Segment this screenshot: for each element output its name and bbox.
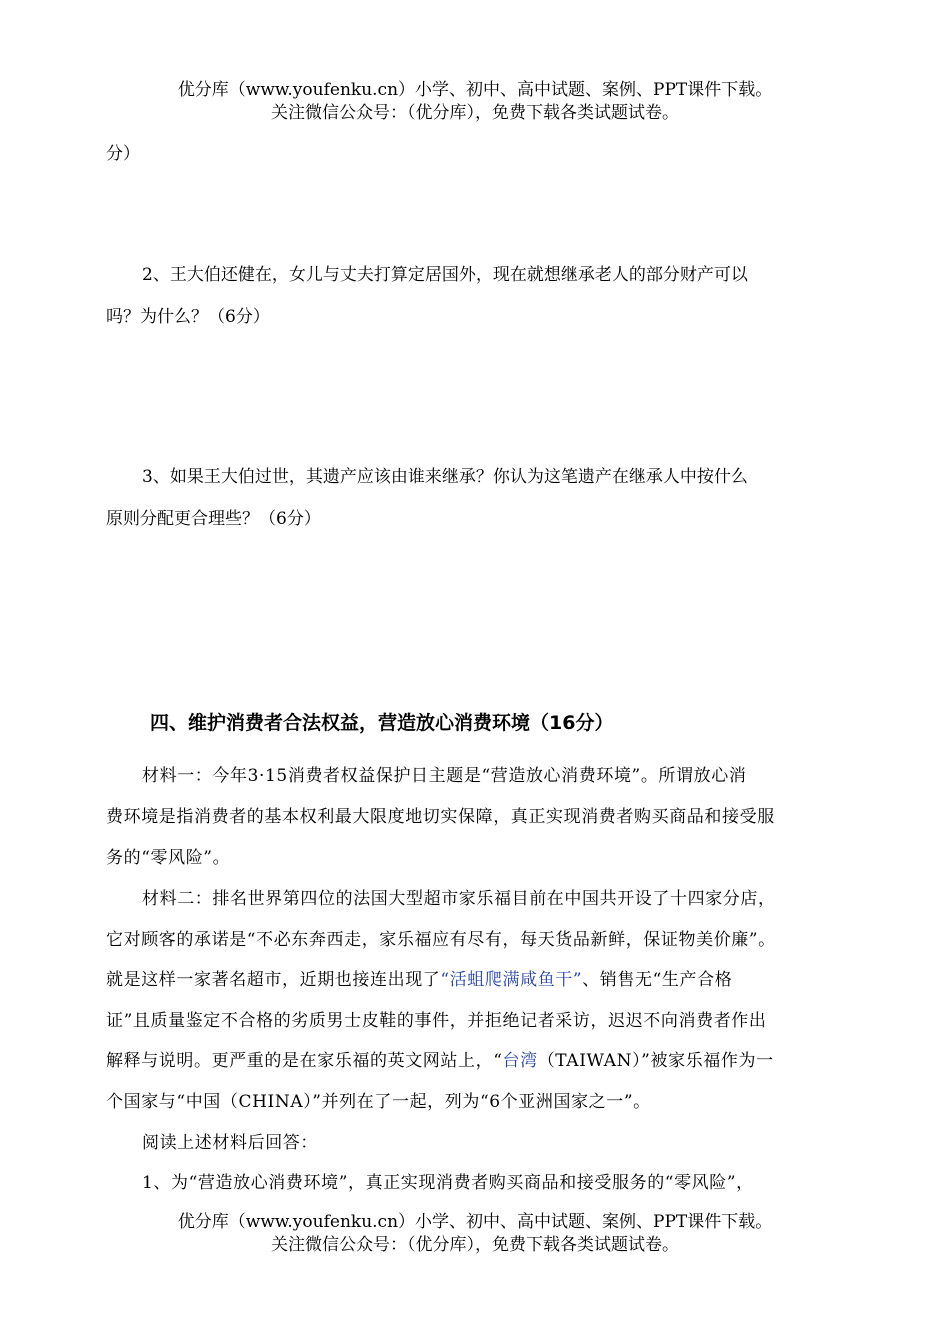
material-1-line-1: 材料一：今年3·15消费者权益保护日主题是“营造放心消费环境”。所谓放心消: [142, 766, 747, 786]
material-2-line-5-quote: “: [493, 1051, 503, 1071]
header-line-1: 优分库（www.youfenku.cn）小学、初中、高中试题、案例、PPT课件下载。: [177, 80, 773, 100]
section-4-question-1: 1、为“营造放心消费环境”，真正实现消费者购买商品和接受服务的“零风险”，: [142, 1173, 754, 1193]
material-2-line-2: 它对顾客的承诺是“不必东奔西走，家乐福应有尽有，每天货品新鲜，保证物美价廉”。: [106, 930, 776, 950]
salted-fish-link[interactable]: “活蛆爬满咸鱼干”: [440, 970, 583, 990]
material-1-line-3: 务的“零风险”。: [106, 848, 231, 868]
question-3-line-1: 3、如果王大伯过世，其遗产应该由谁来继承？你认为这笔遗产在继承人中按什么: [142, 467, 748, 487]
material-2-line-5-end: （TAIWAN）”被家乐福作为一: [537, 1051, 774, 1071]
material-2-line-3-start: 就是这样一家著名超市，近期也接连出现了: [106, 970, 441, 990]
question-2-line-2: 吗？为什么？（6分）: [106, 307, 270, 327]
question-2-line-1: 2、王大伯还健在，女儿与丈夫打算定居国外，现在就想继承老人的部分财产可以: [142, 265, 748, 285]
section-4-title: 四、维护消费者合法权益，营造放心消费环境（16分）: [150, 712, 614, 734]
footer-line-1: 优分库（www.youfenku.cn）小学、初中、高中试题、案例、PPT课件下载。: [177, 1212, 773, 1232]
material-2-line-1: 材料二：排名世界第四位的法国大型超市家乐福目前在中国共开设了十四家分店，: [142, 889, 776, 909]
footer-line-2: 关注微信公众号：（优分库），免费下载各类试题试卷。: [271, 1235, 679, 1255]
header-line-2: 关注微信公众号：（优分库），免费下载各类试题试卷。: [271, 103, 679, 123]
material-2-line-3-end: 、销售无“生产合格: [582, 970, 733, 990]
material-2-line-5-start: 解释与说明。更严重的是在家乐福的英文网站上，: [106, 1051, 494, 1071]
material-2-line-6: 个国家与“中国（CHINA）”并列在了一起，列为“6个亚洲国家之一”。: [106, 1092, 651, 1112]
material-1-line-2: 费环境是指消费者的基本权利最大限度地切实保障，真正实现消费者购买商品和接受服: [106, 807, 775, 827]
reading-prompt: 阅读上述材料后回答：: [142, 1133, 318, 1153]
material-2-line-3: [106, 969, 732, 991]
q1-continuation: 分）: [106, 144, 140, 164]
material-2-line-5: [106, 1050, 774, 1072]
question-3-line-2: 原则分配更合理些？（6分）: [106, 509, 321, 529]
material-2-line-4: 证”且质量鉴定不合格的劣质男士皮鞋的事件，并拒绝记者采访，迟迟不向消费者作出: [106, 1011, 767, 1031]
taiwan-link[interactable]: 台湾: [502, 1051, 538, 1071]
